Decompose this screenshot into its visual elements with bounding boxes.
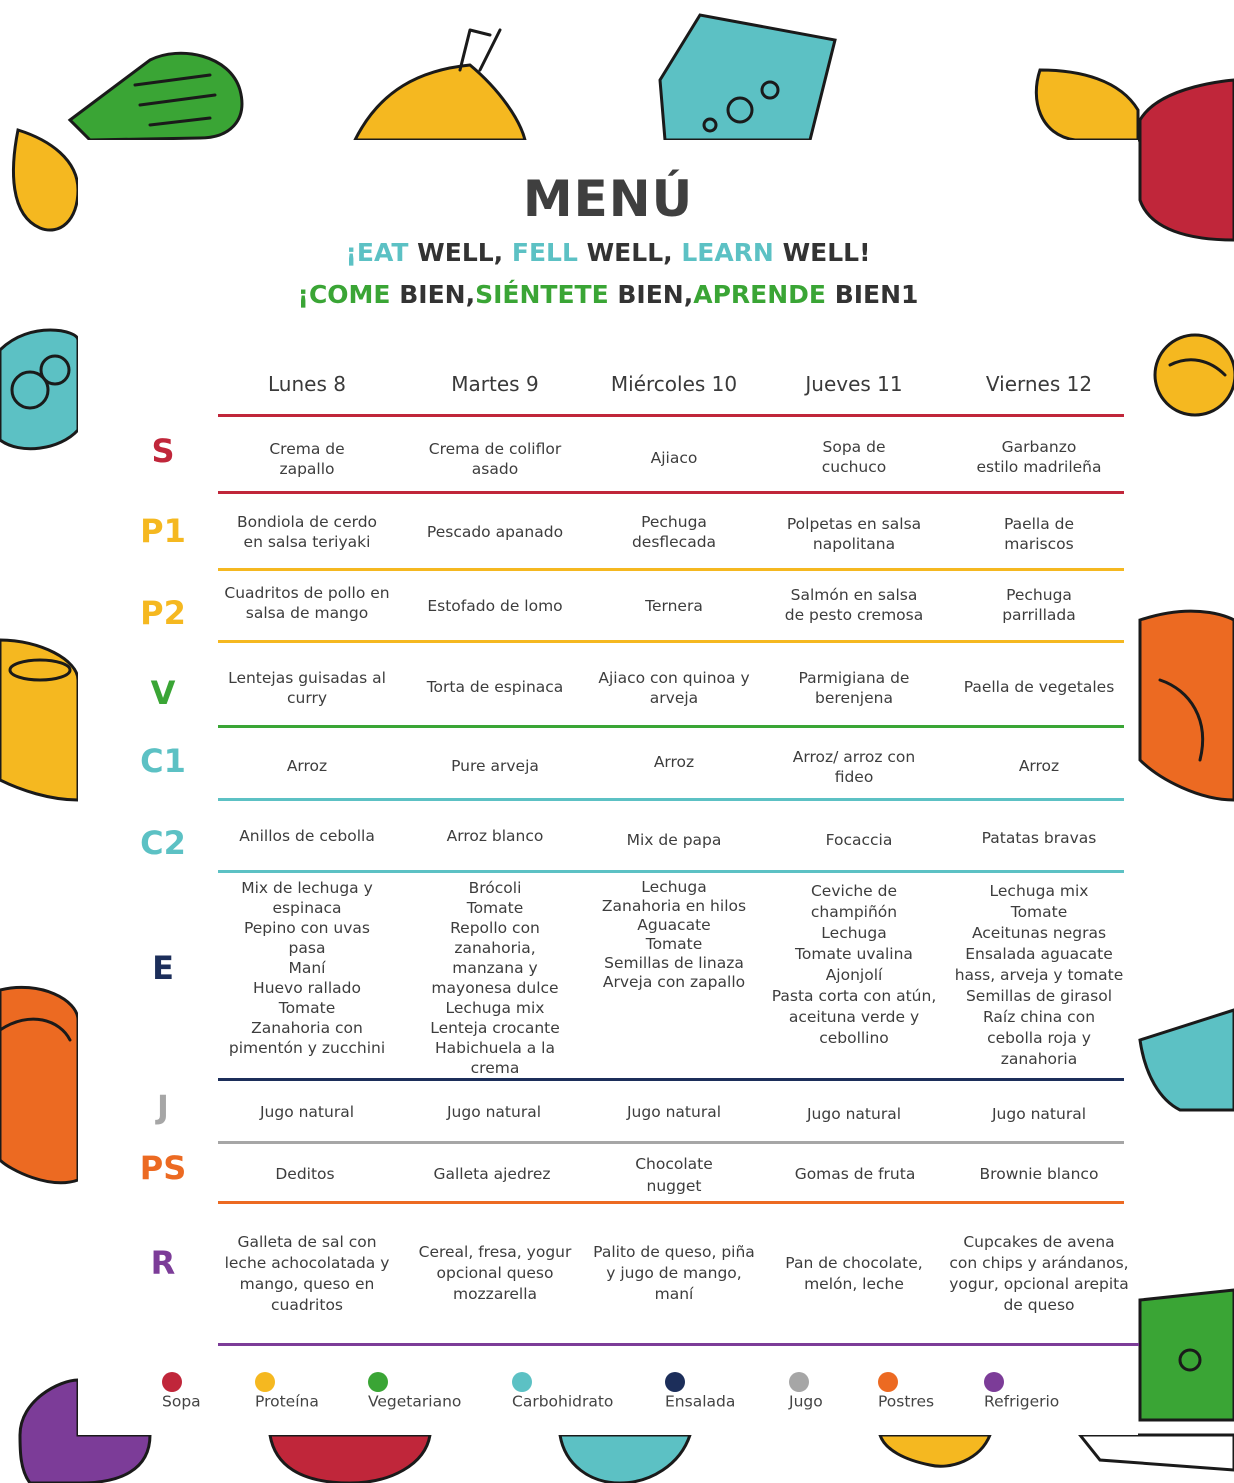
row-code-proteina-1: P1 xyxy=(140,512,186,550)
day-header-friday: Viernes 12 xyxy=(985,372,1093,396)
menu-cell: Bondiola de cerdo en salsa teriyaki xyxy=(236,513,378,551)
menu-cell: Ternera xyxy=(645,597,703,615)
row-code-postres: PS xyxy=(139,1149,187,1187)
menu-cell: Pescado apanado xyxy=(426,523,564,541)
legend-item-postres xyxy=(878,1372,935,1411)
knife-icon xyxy=(1080,1435,1234,1470)
legend-label: Vegetariano xyxy=(368,1392,462,1411)
menu-cell: Cereal, fresa, yogur opcional queso mozzarella xyxy=(418,1243,572,1303)
row-code-carbohidrato-1: C1 xyxy=(140,742,186,780)
menu-cell: Brócoli Tomate Repollo con zanahoria, manzana y mayonesa dulce Lechuga mix Lenteja crocante Habichuela a la crema xyxy=(430,879,560,1077)
row-code-refrigerio: R xyxy=(150,1244,176,1282)
row-code-vegetariano: V xyxy=(150,674,176,712)
divider-carbohidrato xyxy=(218,870,1124,873)
menu-cell: Gomas de fruta xyxy=(794,1165,916,1183)
subtitle-word: BIEN, xyxy=(390,280,476,309)
page-title: MENÚ xyxy=(522,170,694,228)
day-header-tuesday: Martes 9 xyxy=(451,372,539,396)
menu-cell: Palito de queso, piña y jugo de mango, maní xyxy=(593,1243,755,1303)
menu-cell: Paella de mariscos xyxy=(1003,515,1075,553)
divider-refrigerio xyxy=(218,1343,1139,1346)
subtitle-word: LEARN xyxy=(681,238,774,267)
legend-dot-icon xyxy=(512,1372,532,1392)
legend-dot-icon xyxy=(162,1372,182,1392)
garlic-icon xyxy=(880,1435,990,1466)
menu-cell: Galleta de sal con leche achocolatada y mango, queso en cuadritos xyxy=(224,1233,390,1314)
row-code-proteina-2: P2 xyxy=(140,594,186,632)
divider-ensalada xyxy=(218,1078,1124,1081)
subtitle-word: ¡COME xyxy=(297,280,391,309)
garlic-icon xyxy=(1036,70,1138,140)
subtitle-word: BIEN1 xyxy=(825,280,919,309)
menu-cell: Sopa de cuchuco xyxy=(821,438,887,476)
menu-cell: Pan de chocolate, melón, leche xyxy=(785,1254,923,1293)
legend-item-proteina xyxy=(255,1372,319,1411)
menu-cell: Lentejas guisadas al curry xyxy=(228,669,386,707)
menu-cell: Jugo natural xyxy=(626,1103,722,1121)
menu-cell: Arroz/ arroz con fideo xyxy=(792,748,916,786)
menu-cell: Paella de vegetales xyxy=(963,678,1115,696)
menu-cell: Crema de zapallo xyxy=(269,440,345,478)
menu-cell: Polpetas en salsa napolitana xyxy=(786,515,922,553)
legend-label: Postres xyxy=(878,1392,935,1411)
menu-cell: Garbanzo estilo madrileña xyxy=(976,438,1102,476)
menu-cell: Lechuga mix Tomate Aceitunas negras Ensalada aguacate hass, arveja y tomate Semillas de girasol Raíz china con cebolla roja y zanahoria xyxy=(954,882,1124,1068)
subtitle-word: APRENDE xyxy=(693,280,826,309)
menu-cell: Focaccia xyxy=(825,831,893,849)
menu-cell: Anillos de cebolla xyxy=(239,827,375,845)
divider-jugo xyxy=(218,1141,1124,1144)
subtitle-word: FELL xyxy=(511,238,578,267)
tomato-icon xyxy=(270,1435,430,1483)
day-header-wednesday: Miércoles 10 xyxy=(610,372,738,396)
row-code-ensalada: E xyxy=(152,949,174,987)
menu-cell: Parmigiana de berenjena xyxy=(798,669,910,707)
subtitle-word: BIEN, xyxy=(608,280,694,309)
divider-proteina xyxy=(218,640,1124,643)
row-code-jugo: J xyxy=(157,1088,169,1126)
divider-proteina xyxy=(218,568,1124,571)
garlic-icon xyxy=(13,130,78,230)
divider-sopa xyxy=(218,491,1124,494)
onion-icon xyxy=(1155,335,1234,415)
legend-label: Jugo xyxy=(789,1392,823,1411)
legend-label: Carbohidrato xyxy=(512,1392,614,1411)
bottle-icon xyxy=(1140,1010,1234,1110)
menu-cell: Jugo natural xyxy=(446,1103,542,1121)
subtitle-spanish xyxy=(78,280,1138,309)
subtitle-word: WELL, xyxy=(408,238,512,267)
legend-item-sopa xyxy=(162,1372,201,1411)
menu-cell: Arroz blanco xyxy=(446,827,544,845)
menu-cell: Patatas bravas xyxy=(981,829,1097,847)
menu-cell: Arroz xyxy=(286,757,328,775)
menu-cell: Pechuga desflecada xyxy=(631,513,717,551)
menu-cell: Deditos xyxy=(275,1165,335,1183)
legend-item-jugo xyxy=(789,1372,823,1411)
legend-dot-icon xyxy=(665,1372,685,1392)
legend-item-ensalada xyxy=(665,1372,736,1411)
legend-label: Ensalada xyxy=(665,1392,736,1411)
pepper-icon xyxy=(560,1435,690,1483)
menu-cell: Jugo natural xyxy=(991,1105,1087,1123)
menu-cell: Estofado de lomo xyxy=(427,597,563,615)
menu-cell: Lechuga Zanahoria en hilos Aguacate Tomate Semillas de linaza Arveja con zapallo xyxy=(601,878,747,991)
pot-icon xyxy=(1140,80,1234,240)
menu-cell: Mix de papa xyxy=(626,831,722,849)
menu-cell: Arroz xyxy=(653,753,695,771)
legend-dot-icon xyxy=(255,1372,275,1392)
squash-icon xyxy=(1140,611,1234,800)
cheese-icon xyxy=(1140,1290,1234,1420)
menu-cell: Torta de espinaca xyxy=(426,678,564,696)
cheese-icon xyxy=(660,15,835,140)
menu-cell: Ceviche de champiñón Lechuga Tomate uvalina Ajonjolí Pasta corta con atún, aceituna verde y cebollino xyxy=(771,882,937,1047)
menu-cell: Ajiaco xyxy=(650,449,698,467)
menu-cell: Jugo natural xyxy=(259,1103,355,1121)
row-code-carbohidrato-2: C2 xyxy=(140,824,186,862)
legend-label: Proteína xyxy=(255,1392,319,1411)
menu-cell: Pure arveja xyxy=(451,757,539,775)
legend-item-vegetariano xyxy=(368,1372,462,1411)
divider-postres xyxy=(218,1201,1124,1204)
row-code-sopa: S xyxy=(151,432,175,470)
subtitle-word: SIÉNTETE xyxy=(475,280,609,309)
legend-dot-icon xyxy=(878,1372,898,1392)
bottle-icon xyxy=(70,53,242,140)
menu-cell: Jugo natural xyxy=(806,1105,902,1123)
legend-dot-icon xyxy=(368,1372,388,1392)
divider-vegetariano xyxy=(218,725,1124,728)
legend-item-carbohidrato xyxy=(512,1372,614,1411)
menu-cell: Salmón en salsa de pesto cremosa xyxy=(784,586,924,624)
orange-icon xyxy=(0,987,78,1182)
legend-item-refrigerio xyxy=(984,1372,1060,1411)
day-header-thursday: Jueves 11 xyxy=(805,372,903,396)
legend-label: Sopa xyxy=(162,1392,201,1411)
menu-cell: Chocolate nugget xyxy=(635,1155,713,1195)
subtitle-word: WELL, xyxy=(577,238,682,267)
squash-icon xyxy=(355,65,525,140)
menu-cell: Crema de coliflor asado xyxy=(428,440,562,478)
divider-carbohidrato xyxy=(218,798,1124,801)
menu-cell: Cupcakes de avena con chips y arándanos, yogur, opcional arepita de queso xyxy=(949,1233,1129,1314)
menu-cell: Galleta ajedrez xyxy=(433,1165,551,1183)
day-header-monday: Lunes 8 xyxy=(268,372,346,396)
divider-sopa xyxy=(218,414,1124,417)
subtitle-word: WELL! xyxy=(773,238,871,267)
subtitle-english xyxy=(78,238,1138,267)
legend-dot-icon xyxy=(984,1372,1004,1392)
menu-card xyxy=(78,140,1138,1435)
menu-cell: Arroz xyxy=(1018,757,1060,775)
menu-cell: Cuadritos de pollo en salsa de mango xyxy=(224,584,390,622)
legend-dot-icon xyxy=(789,1372,809,1392)
legend-label: Refrigerio xyxy=(984,1392,1060,1411)
menu-cell: Brownie blanco xyxy=(979,1165,1099,1183)
menu-cell: Pechuga parrillada xyxy=(1002,586,1076,624)
subtitle-word: ¡EAT xyxy=(345,238,409,267)
menu-cell: Ajiaco con quinoa y arveja xyxy=(598,669,750,707)
menu-cell: Mix de lechuga y espinaca Pepino con uvas pasa Maní Huevo rallado Tomate Zanahoria con pimentón y zucchini xyxy=(228,879,386,1057)
